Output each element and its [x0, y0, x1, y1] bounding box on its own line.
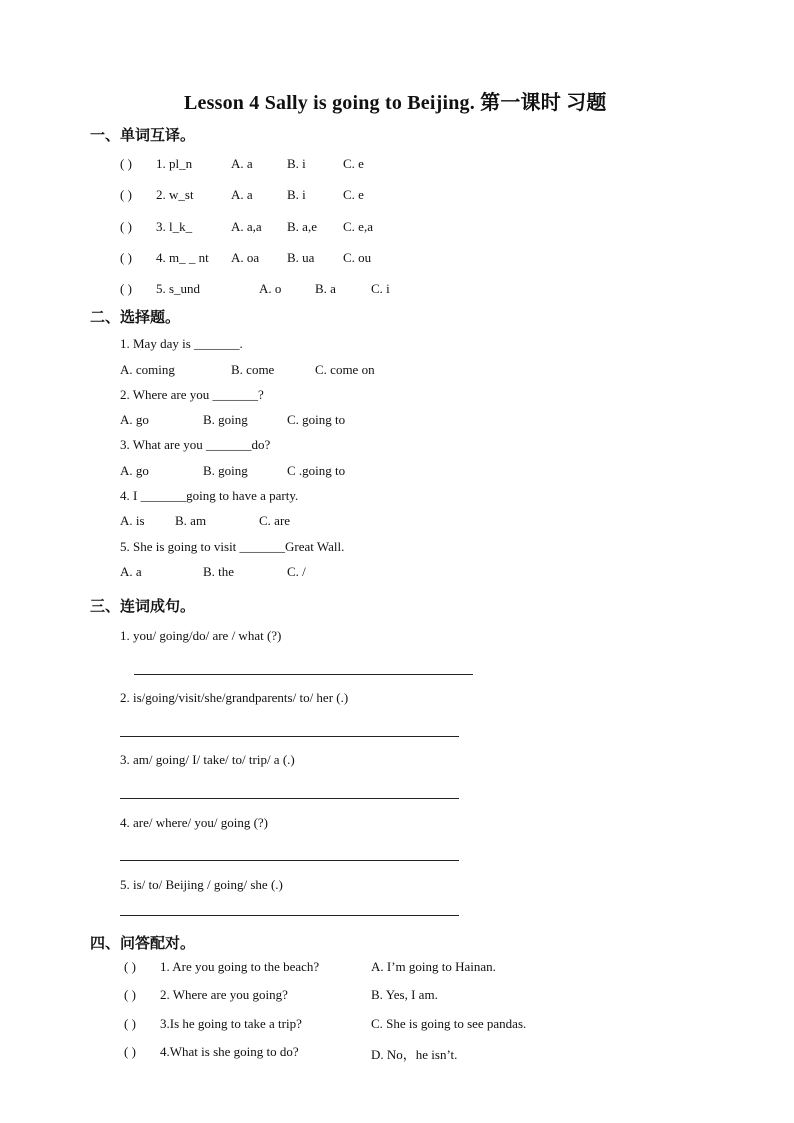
question-text: 2. w_st	[156, 187, 194, 202]
match-question: 2. Where are you going?	[160, 987, 288, 1002]
match-question: 1. Are you going to the beach?	[160, 959, 320, 974]
option-a: A. oa	[231, 250, 260, 265]
option-c: C .going to	[287, 463, 346, 478]
option-a: A. a	[231, 187, 253, 202]
match-answer: D. No，he isn’t.	[371, 1047, 458, 1062]
match-question: 3.Is he going to take a trip?	[160, 1016, 302, 1031]
question-text: 5. s_und	[156, 281, 201, 296]
option-b: B. going	[203, 463, 248, 478]
option-c: C. e	[343, 156, 364, 171]
option-c: C. e,a	[343, 219, 373, 234]
option-b: B. the	[203, 564, 235, 579]
answer-paren[interactable]: ( )	[124, 1016, 136, 1031]
answer-paren[interactable]: ( )	[120, 219, 132, 234]
choice-question: 3. What are you _______do?	[120, 437, 271, 452]
option-c: C. e	[343, 187, 364, 202]
match-answer: A. I’m going to Hainan.	[371, 959, 496, 974]
section-2-heading: 二、选择题。	[90, 308, 181, 326]
answer-line[interactable]	[134, 674, 473, 675]
option-c: C. are	[259, 513, 291, 528]
answer-line[interactable]	[120, 915, 459, 916]
scramble-prompt: 5. is/ to/ Beijing / going/ she (.)	[120, 877, 283, 892]
scramble-prompt: 3. am/ going/ I/ take/ to/ trip/ a (.)	[120, 752, 295, 767]
choice-question: 1. May day is _______.	[120, 336, 243, 351]
option-b: B. i	[287, 156, 306, 171]
option-b: B. a	[315, 281, 336, 296]
answer-paren[interactable]: ( )	[124, 959, 136, 974]
option-b: B. come	[231, 362, 275, 377]
option-a: A. go	[120, 463, 149, 478]
answer-paren[interactable]: ( )	[120, 250, 132, 265]
option-c: C. come on	[315, 362, 375, 377]
section-4-heading: 四、问答配对。	[90, 934, 196, 952]
choice-question: 5. She is going to visit _______Great Wall.	[120, 539, 345, 554]
question-text: 3. l_k_	[156, 219, 193, 234]
match-answer: C. She is going to see pandas.	[371, 1016, 527, 1031]
option-b: B. am	[175, 513, 207, 528]
answer-line[interactable]	[120, 798, 459, 799]
option-a: A. a	[120, 564, 142, 579]
choice-question: 4. I _______going to have a party.	[120, 488, 299, 503]
answer-line[interactable]	[120, 860, 459, 861]
option-a: A. coming	[120, 362, 175, 377]
answer-paren[interactable]: ( )	[124, 1044, 136, 1059]
section-3-heading: 三、连词成句。	[90, 597, 196, 615]
scramble-prompt: 1. you/ going/do/ are / what (?)	[120, 628, 282, 643]
match-answer: B. Yes, I am.	[371, 987, 438, 1002]
option-a: A. a,a	[231, 219, 262, 234]
option-a: A. o	[259, 281, 282, 296]
answer-paren[interactable]: ( )	[120, 187, 132, 202]
option-a: A. a	[231, 156, 253, 171]
question-text: 1. pl_n	[156, 156, 193, 171]
question-text: 4. m_ _ nt	[156, 250, 209, 265]
scramble-prompt: 4. are/ where/ you/ going (?)	[120, 815, 269, 830]
option-a: A. is	[120, 513, 145, 528]
scramble-prompt: 2. is/going/visit/she/grandparents/ to/ her (.)	[120, 690, 349, 705]
section-1-heading: 一、单词互译。	[90, 126, 196, 144]
option-c: C. going to	[287, 412, 346, 427]
answer-line[interactable]	[120, 736, 459, 737]
option-c: C. /	[287, 564, 306, 579]
option-a: A. go	[120, 412, 149, 427]
option-c: C. i	[371, 281, 390, 296]
option-c: C. ou	[343, 250, 372, 265]
answer-paren[interactable]: ( )	[124, 987, 136, 1002]
option-b: B. i	[287, 187, 306, 202]
choice-question: 2. Where are you _______?	[120, 387, 264, 402]
answer-paren[interactable]: ( )	[120, 156, 132, 171]
option-b: B. a,e	[287, 219, 317, 234]
match-question: 4.What is she going to do?	[160, 1044, 299, 1059]
option-b: B. going	[203, 412, 248, 427]
option-b: B. ua	[287, 250, 315, 265]
page-title: Lesson 4 Sally is going to Beijing. 第一课时 习题	[184, 92, 607, 114]
answer-paren[interactable]: ( )	[120, 281, 132, 296]
